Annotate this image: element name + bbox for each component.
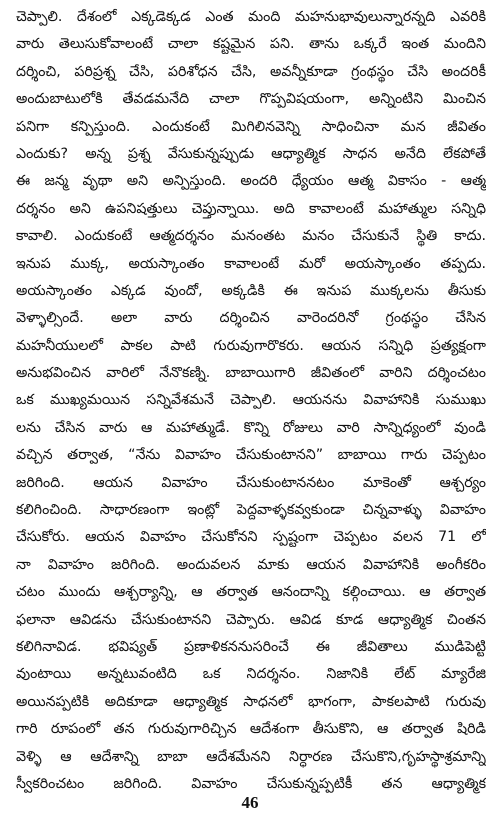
text-line: కలిగించింది. సాధారణంగా ఇంట్లో పెద్దవాళ్ళకవ్వకుండా చిన్నవాళ్ళు వివాహం — [16, 502, 486, 519]
text-line: వుంటాయి అన్నటువంటిది ఒక నిదర్శనం. నిజానికి లేట్ మ్యారేజి — [16, 666, 486, 683]
text-line: వారు తెలుసుకోవాలంటే చాలా కష్టమైన పని. తాను ఒక్కరే ఇంత మందిని — [16, 36, 486, 53]
text-line: వెళ్ళాల్సిందే. అలా వారు దర్శించిన వారెందరినో గ్రంథస్థం చేసిన — [16, 310, 486, 327]
text-line: చేసుకోరు. ఆయన వివాహం చేసుకోనని స్పష్టంగా చెప్పటం వలన 71 లో — [16, 529, 486, 546]
text-line: లను చేసిన వారు ఆ మహాత్ముడే. కొన్ని రోజులు వారి సాన్నిధ్యంలో వుండి — [16, 419, 486, 436]
text-line: వెళ్ళి ఆ ఆదేశాన్ని బాబా ఆదేశమేనని నిర్ధారణ చేసుకొని,గృహస్థాశ్రమాన్ని — [16, 748, 486, 765]
text-line: చటం ముందు ఆశ్చర్యాన్ని, ఆ తర్వాత ఆనందాన్ని కల్గించాయి. ఆ తర్వాత — [16, 584, 486, 601]
text-line: అయస్కాంతం ఎక్కడ వుందో, అక్కడికి ఈ ఇనుప ముక్కలను తీసుకు — [16, 282, 486, 299]
text-line: దర్శించి, పరిప్రశ్న చేసి, పరిశోధన చేసి, అవన్నీకూడా గ్రంథస్థం చేసి అందరికీ — [16, 63, 486, 80]
text-line: మహనీయులలో పాకల పాటి గురువుగారొకరు. ఆయన సన్నిధి ప్రత్యక్షంగా — [16, 337, 486, 354]
text-line: ఎందుకు? అన్న ప్రశ్న వేసుకున్నప్పుడు ఆధ్యాత్మిక సాధన అనేది లేకపోతే — [16, 145, 486, 162]
text-line: చెప్పాలి. దేశంలో ఎక్కడెక్కడ ఎంత మంది మహనుభావులున్నారన్నది ఎవరికి — [16, 9, 486, 25]
text-line: దర్శనం అని ఉపనిషత్తులు చెప్తున్నాయి. అది కావాలంటే మహాత్ముల సన్నిధి — [16, 200, 486, 217]
text-line: ఈ జన్మ వృథా అని అన్పిస్తుంది. అందరి ధ్యేయం ఆత్మ వికాసం - ఆత్మ — [16, 173, 486, 190]
body-text — [16, 4, 486, 798]
text-line: స్వీకరించటం జరిగింది. వివాహం చేసుకున్నప్పటికీ తన ఆధ్యాత్మిక — [16, 775, 486, 792]
text-line: ఒక ముఖ్యమయిన సన్నివేశమనే చెప్పాలి. ఆయనను వివాహానికి సుముఖు — [16, 392, 486, 409]
text-line: జరిగింది. ఆయన వివాహం చేసుకుంటాననటం మాకెంతో ఆశ్చర్యం — [16, 474, 486, 491]
text-line: అందుబాటులోకి తేవడమనేది చాలా గొప్పవిషయంగా, అన్నింటిని మించిన — [16, 91, 486, 108]
text-line: అనుభవించిన వారిలో నేనొకణ్ని. బాబాయిగారి జీవితంలో వారిని దర్శించటం — [16, 365, 486, 382]
page-number: 46 — [241, 793, 259, 812]
text-line: అయినప్పటికి అదికూడా ఆధ్యాత్మిక సాధనలో భాగంగా, పాకలపాటి గురువు — [16, 693, 486, 710]
text-line: ఇనుప ముక్క, అయస్కాంతం కావాలంటే మరో అయస్కాంతం తప్పదు. — [16, 255, 486, 272]
text-line: నా వివాహం జరిగింది. అందువలన మాకు ఆయన వివాహానికి అంగీకరిం — [16, 556, 486, 573]
text-line: వచ్చిన తర్వాత, “నేను వివాహం చేసుకుంటానని” బాబాయి గారు చెప్పటం — [16, 447, 486, 464]
text-line: గారి రూపంలో తన గురువుగారిచ్చిన ఆదేశంగా తీసుకొని, ఆ తర్వాత షిరిడి — [16, 721, 486, 738]
text-line: పనిగా కన్పిస్తుంది. ఎందుకంటే మిగిలినవెన్ని సాధించినా మన జీవితం — [16, 118, 486, 135]
text-line: ఫలానా ఆవిడను చేసుకుంటానని చెప్పారు. ఆవిడ కూడ ఆధ్యాత్మిక చింతన — [16, 611, 486, 628]
text-line: కలిగినావిడ. భవిష్యత్ ప్రణాళికననుసరించే ఈ జీవితాలు ముడిపెట్టి — [16, 638, 486, 655]
text-line: కావాలి. ఎందుకంటే ఆత్మదర్శనం మనంతట మనం చేసుకునే స్థితి కాదు. — [16, 228, 486, 245]
